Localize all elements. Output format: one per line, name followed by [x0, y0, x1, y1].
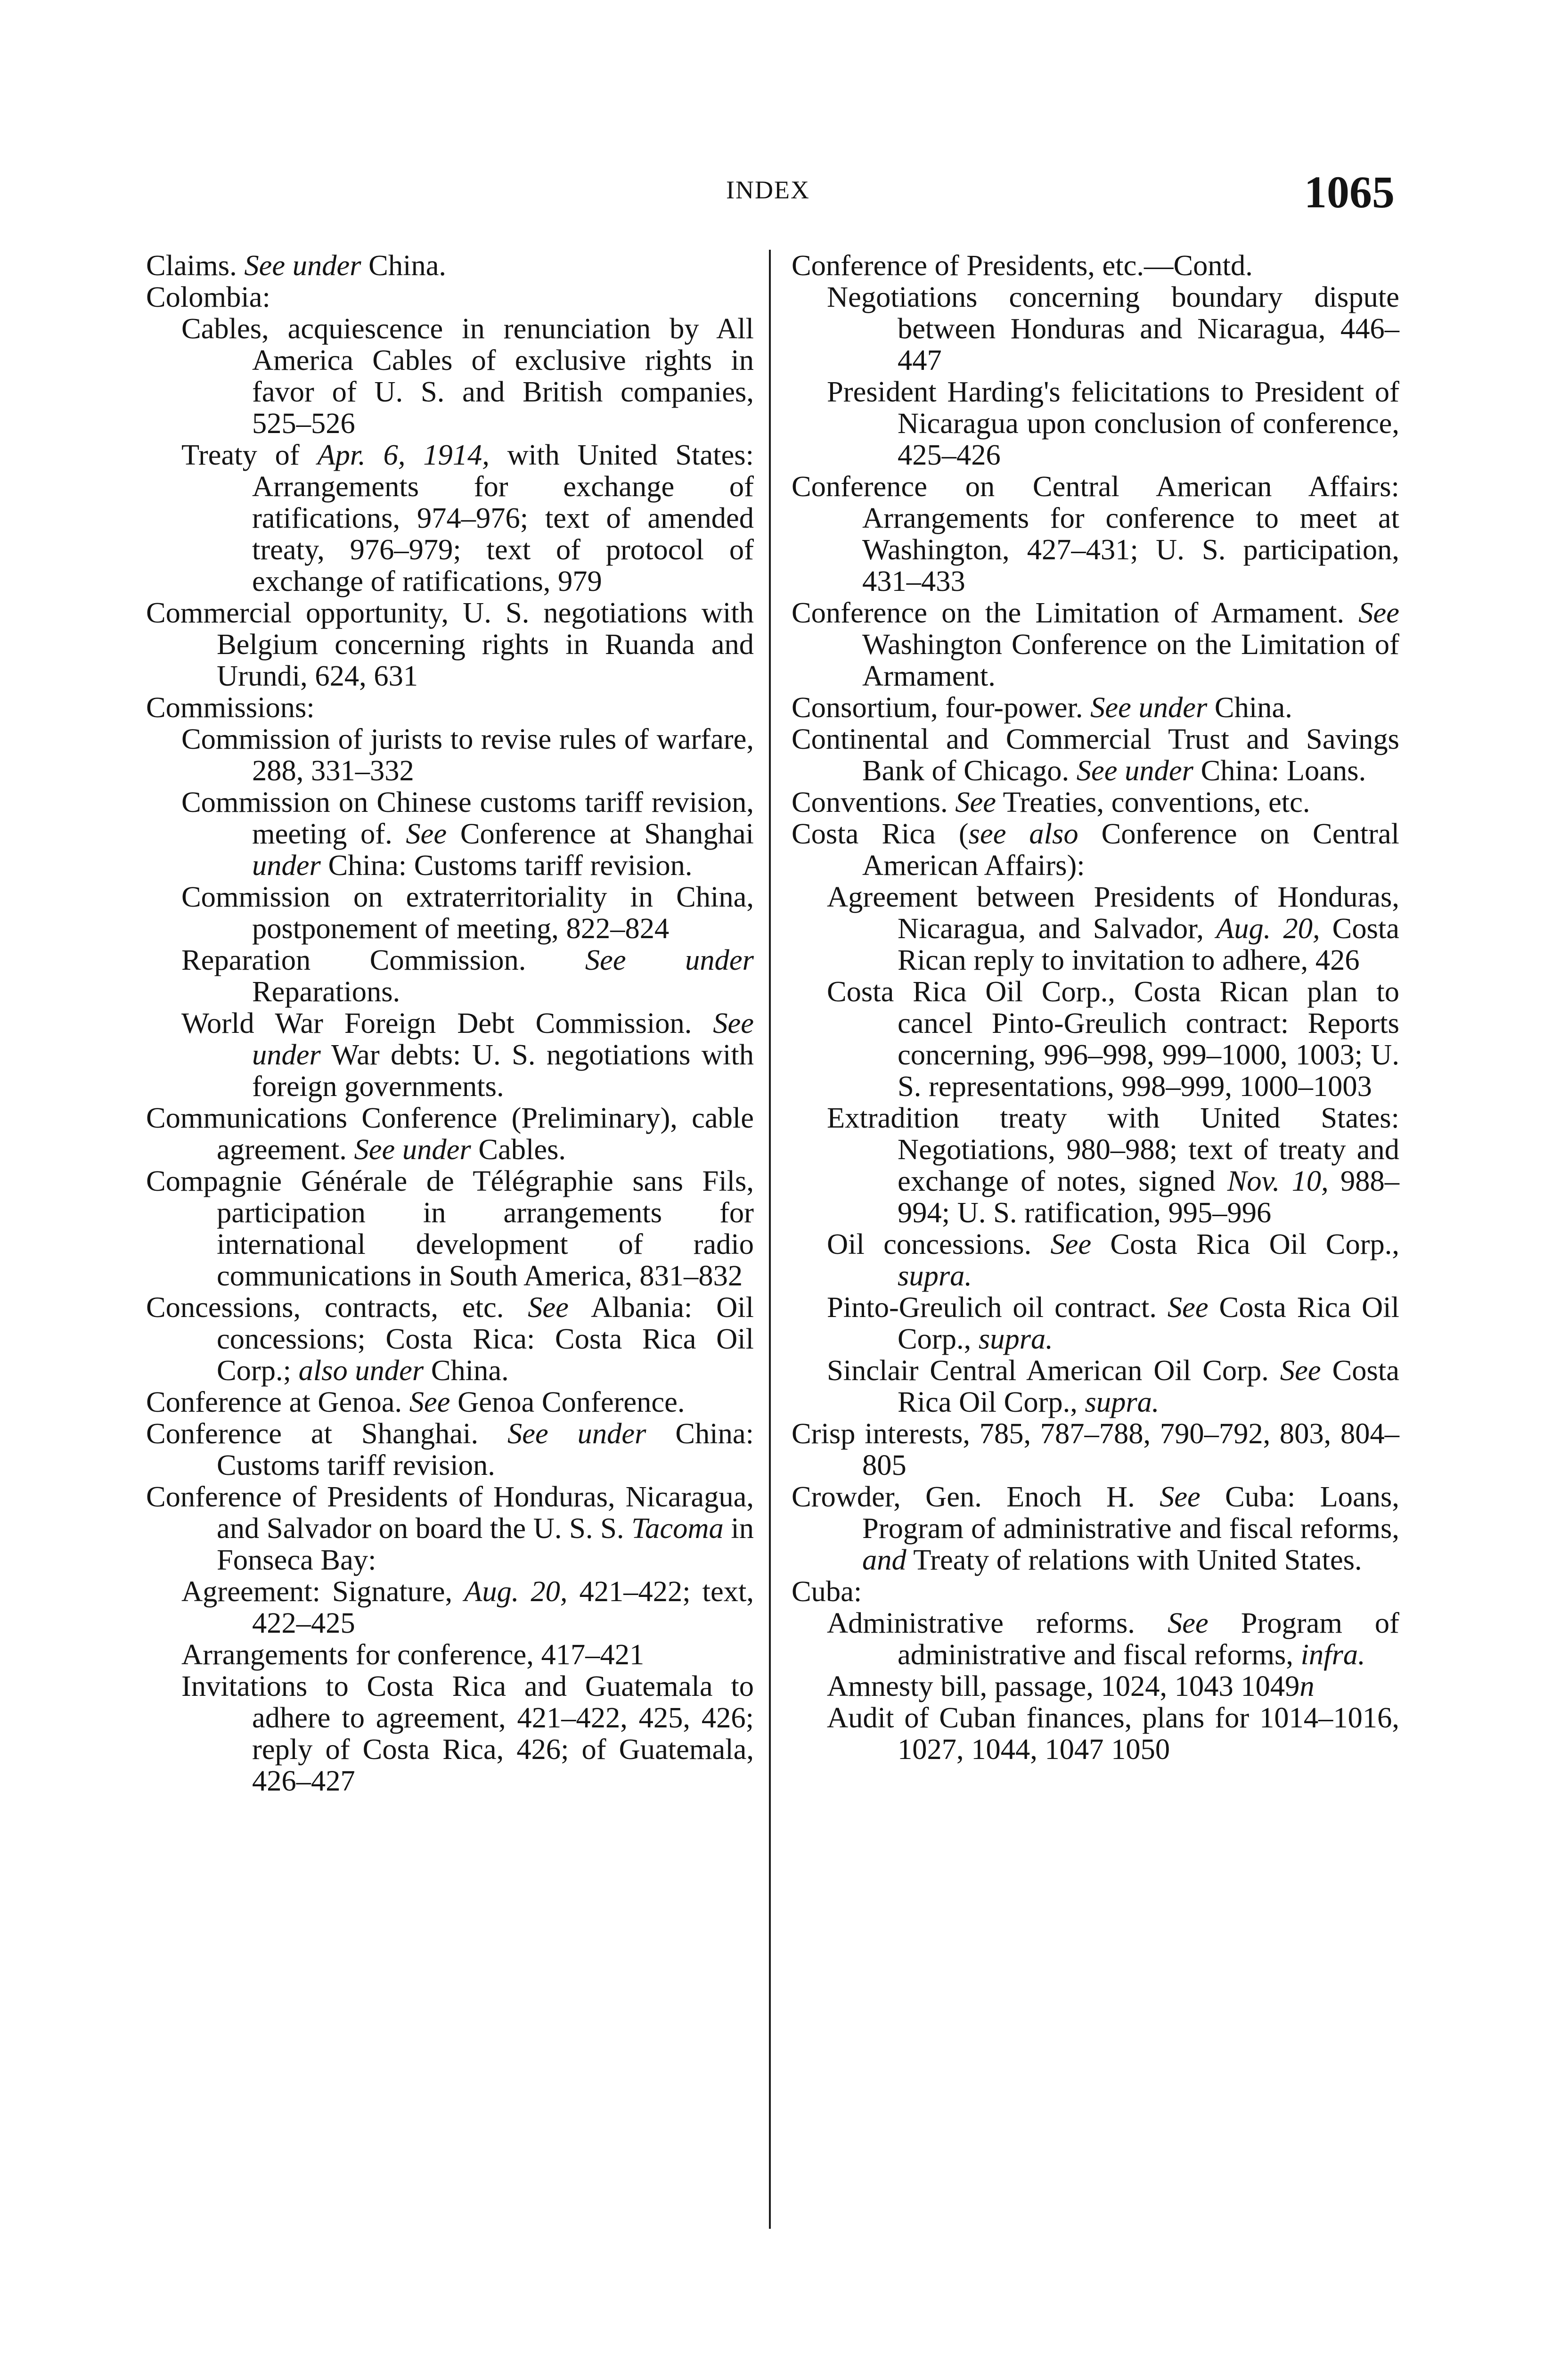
- index-entry: [792, 786, 1399, 818]
- entry-text: Conference of Presidents of Honduras, Nicaragua, and Salvador on board the U. S. S.: [146, 1480, 754, 1545]
- index-subentry: [146, 786, 754, 881]
- entry-text: Commission of jurists to revise rules of warfare, 288, 331–332: [181, 722, 754, 787]
- italic-text: Aug. 20,: [1216, 912, 1320, 945]
- entry-text: Cuba:: [792, 1575, 862, 1608]
- italic-text: also under: [298, 1354, 424, 1387]
- entry-text: Crowder, Gen. Enoch H.: [792, 1480, 1160, 1513]
- entry-text: Commissions:: [146, 691, 315, 724]
- entry-text: Extradition treaty with United States: Negotiations, 980–988; text of treaty and exchange of notes, signed: [827, 1101, 1399, 1197]
- italic-text: See: [1160, 1480, 1200, 1513]
- entry-text: China: Customs tariff revision.: [217, 1417, 754, 1481]
- entry-text: Costa Rica Oil Corp., Costa Rican plan to cancel Pinto-Greulich contract: Reports concerning, 996–998, 999–1000, 1003; U. S. representations, 998–999, 1000–1003: [827, 975, 1399, 1103]
- entry-text: War debts: U. S. negotiations with foreign governments.: [252, 1038, 754, 1103]
- entry-text: Colombia:: [146, 280, 270, 313]
- entry-text: Conference of Presidents, etc.—Contd.: [792, 249, 1253, 282]
- index-subentry: [146, 881, 754, 944]
- index-subentry: [792, 976, 1399, 1102]
- entry-text: Commission on extraterritoriality in China, postponement of meeting, 822–824: [181, 880, 754, 945]
- entry-text: China.: [424, 1354, 509, 1387]
- entry-text: Oil concessions.: [827, 1227, 1051, 1260]
- entry-text: Commission on Chinese customs tariff revision, meeting of.: [181, 785, 754, 850]
- entry-text: Communications Conference (Preliminary), cable agreement.: [146, 1101, 754, 1166]
- index-subentry: [792, 881, 1399, 976]
- index-subentry: [146, 439, 754, 597]
- entry-text: Pinto-Greulich oil contract.: [827, 1291, 1168, 1324]
- italic-text: See: [1167, 1606, 1209, 1639]
- italic-text: See under: [1090, 691, 1208, 724]
- index-entry: [792, 1576, 1399, 1607]
- index-entry: [146, 250, 754, 281]
- entry-text: Conventions.: [792, 785, 956, 818]
- italic-text: supra.: [898, 1259, 972, 1292]
- entry-text: China: Customs tariff revision.: [320, 849, 693, 882]
- italic-text: See under: [585, 943, 754, 976]
- index-entry: [146, 1102, 754, 1165]
- entry-text: Treaty of: [181, 438, 318, 471]
- italic-text: See under: [354, 1133, 471, 1166]
- index-entry: [146, 1386, 754, 1418]
- entry-text: Costa Rica Oil Corp.,: [1091, 1227, 1400, 1260]
- italic-text: See under: [252, 1006, 754, 1071]
- entry-text: Amnesty bill, passage, 1024, 1043 1049: [827, 1669, 1300, 1702]
- entry-text: Reparation Commission.: [181, 943, 585, 976]
- entry-text: Costa Rica Oil Corp.,: [898, 1354, 1399, 1418]
- italic-text: See: [528, 1291, 569, 1324]
- entry-text: with United States: Arrangements for exchange of ratifications, 974–976; text of amended treaty, 976–979; text of protocol of exchange of ratifications, 979: [252, 438, 754, 597]
- entry-text: Negotiations concerning boundary dispute between Honduras and Nicaragua, 446–447: [827, 280, 1399, 376]
- entry-text: Program of administrative and fiscal reforms,: [898, 1606, 1399, 1671]
- entry-text: Cables.: [471, 1133, 566, 1166]
- italic-text: See: [1358, 596, 1399, 629]
- index-entry: [792, 692, 1399, 723]
- index-entry: [792, 818, 1399, 881]
- entry-text: Agreement between Presidents of Honduras, Nicaragua, and Salvador,: [827, 880, 1399, 945]
- entry-text: Conference on Central American Affairs):: [862, 817, 1399, 882]
- italic-text: under: [252, 849, 321, 882]
- entry-text: Conference on Central American Affairs: Arrangements for conference to meet at Washington, 427–431; U. S. participation, 431–433: [792, 470, 1399, 597]
- entry-text: Consortium, four-power.: [792, 691, 1091, 724]
- entry-text: Treaties, conventions, etc.: [996, 785, 1310, 818]
- index-entry: [146, 1418, 754, 1481]
- italic-text: See under: [244, 249, 361, 282]
- italic-text: Apr. 6, 1914,: [317, 438, 490, 471]
- index-entry: [792, 723, 1399, 786]
- index-entry: [792, 1481, 1399, 1576]
- index-entry: [146, 1292, 754, 1386]
- index-entry: [146, 692, 754, 723]
- entry-text: Conference at Shanghai: [447, 817, 754, 850]
- italic-text: See under: [507, 1417, 646, 1450]
- entry-text: Conference at Shanghai.: [146, 1417, 508, 1450]
- italic-text: Tacoma: [631, 1512, 724, 1545]
- index-subentry: [792, 1355, 1399, 1418]
- index-entry: [792, 597, 1399, 692]
- entry-text: Continental and Commercial Trust and Savings Bank of Chicago.: [792, 722, 1399, 787]
- index-subentry: [792, 1292, 1399, 1355]
- index-entry: [146, 1481, 754, 1576]
- entry-text: Invitations to Costa Rica and Guatemala to adhere to agreement, 421–422, 425, 426; reply of Costa Rica, 426; of Guatemala, 426–427: [181, 1669, 754, 1797]
- entry-text: Genoa Conference.: [450, 1385, 685, 1418]
- italic-text: supra.: [978, 1322, 1053, 1355]
- index-entry: [792, 250, 1399, 281]
- entry-text: Albania: Oil concessions; Costa Rica: Costa Rica Oil Corp.;: [217, 1291, 754, 1387]
- italic-text: Nov. 10,: [1227, 1164, 1329, 1197]
- index-column-right: [792, 250, 1399, 1765]
- entry-text: World War Foreign Debt Commission.: [181, 1006, 713, 1039]
- entry-text: China.: [361, 249, 447, 282]
- index-subentry: [146, 1670, 754, 1797]
- entry-text: Treaty of relations with United States.: [906, 1543, 1362, 1576]
- entry-text: Costa Rica (: [792, 817, 969, 850]
- italic-text: See: [1050, 1227, 1092, 1260]
- index-subentry: [146, 944, 754, 1007]
- entry-text: Audit of Cuban finances, plans for 1014–1016, 1027, 1044, 1047 1050: [827, 1701, 1399, 1766]
- index-subentry: [792, 1228, 1399, 1292]
- entry-text: Reparations.: [252, 975, 400, 1008]
- index-column-left: [146, 250, 754, 1797]
- entry-text: Cables, acquiescence in renunciation by All America Cables of exclusive rights in favor of U. S. and British companies, 525–526: [181, 312, 754, 440]
- column-divider: [769, 250, 771, 2229]
- index-subentry: [146, 723, 754, 786]
- entry-text: Commercial opportunity, U. S. negotiations with Belgium concerning rights in Ruanda and Urundi, 624, 631: [146, 596, 754, 692]
- italic-text: n: [1299, 1669, 1315, 1702]
- index-subentry: [146, 1639, 754, 1670]
- italic-text: See under: [1076, 754, 1193, 787]
- entry-text: Conference on the Limitation of Armament.: [792, 596, 1359, 629]
- index-subentry: [792, 281, 1399, 376]
- entry-text: Claims.: [146, 249, 245, 282]
- index-subentry: [792, 1670, 1399, 1702]
- entry-text: Costa Rican reply to invitation to adhere, 426: [898, 912, 1399, 976]
- entry-text: Cuba: Loans, Program of administrative and fiscal reforms,: [862, 1480, 1399, 1545]
- italic-text: see also: [968, 817, 1078, 850]
- entry-text: China: Loans.: [1193, 754, 1366, 787]
- entry-text: Washington Conference on the Limitation of Armament.: [862, 628, 1399, 692]
- page-header: [141, 167, 1395, 217]
- index-entry: [146, 1165, 754, 1292]
- index-subentry: [146, 313, 754, 439]
- italic-text: See: [406, 817, 447, 850]
- running-head: INDEX: [726, 176, 810, 204]
- index-entry: [792, 1418, 1399, 1481]
- entry-text: Administrative reforms.: [827, 1606, 1168, 1639]
- entry-text: Concessions, contracts, etc.: [146, 1291, 528, 1324]
- page-number: 1065: [1304, 167, 1395, 217]
- italic-text: and: [862, 1543, 906, 1576]
- index-subentry: [146, 1007, 754, 1102]
- entry-text: Agreement: Signature,: [181, 1575, 465, 1608]
- italic-text: See: [955, 785, 996, 818]
- italic-text: See: [1280, 1354, 1321, 1387]
- italic-text: Aug. 20,: [464, 1575, 568, 1608]
- entry-text: Sinclair Central American Oil Corp.: [827, 1354, 1280, 1387]
- entry-text: Crisp interests, 785, 787–788, 790–792, 803, 804–805: [792, 1417, 1399, 1481]
- italic-text: infra.: [1300, 1638, 1365, 1671]
- entry-text: Compagnie Générale de Télégraphie sans Fils, participation in arrangements for international development of radio communications in South America, 831–832: [146, 1164, 754, 1292]
- entry-text: 988–994; U. S. ratification, 995–996: [898, 1164, 1399, 1229]
- entry-text: Costa Rica Oil Corp.,: [898, 1291, 1400, 1355]
- italic-text: See: [409, 1385, 450, 1418]
- index-subentry: [792, 1102, 1399, 1228]
- entry-text: 421–422; text, 422–425: [252, 1575, 754, 1639]
- italic-text: See: [1167, 1291, 1209, 1324]
- index-subentry: [792, 376, 1399, 471]
- entry-text: Arrangements for conference, 417–421: [181, 1638, 645, 1671]
- entry-text: in Fonseca Bay:: [217, 1512, 754, 1576]
- entry-text: Conference at Genoa.: [146, 1385, 409, 1418]
- entry-text: President Harding's felicitations to President of Nicaragua upon conclusion of conference, 425–426: [827, 375, 1399, 471]
- index-entry: [792, 471, 1399, 597]
- entry-text: China.: [1207, 691, 1292, 724]
- index-entry: [146, 597, 754, 692]
- index-subentry: [146, 1576, 754, 1639]
- index-subentry: [792, 1702, 1399, 1765]
- italic-text: supra.: [1085, 1385, 1160, 1418]
- index-subentry: [792, 1607, 1399, 1670]
- index-entry: [146, 281, 754, 313]
